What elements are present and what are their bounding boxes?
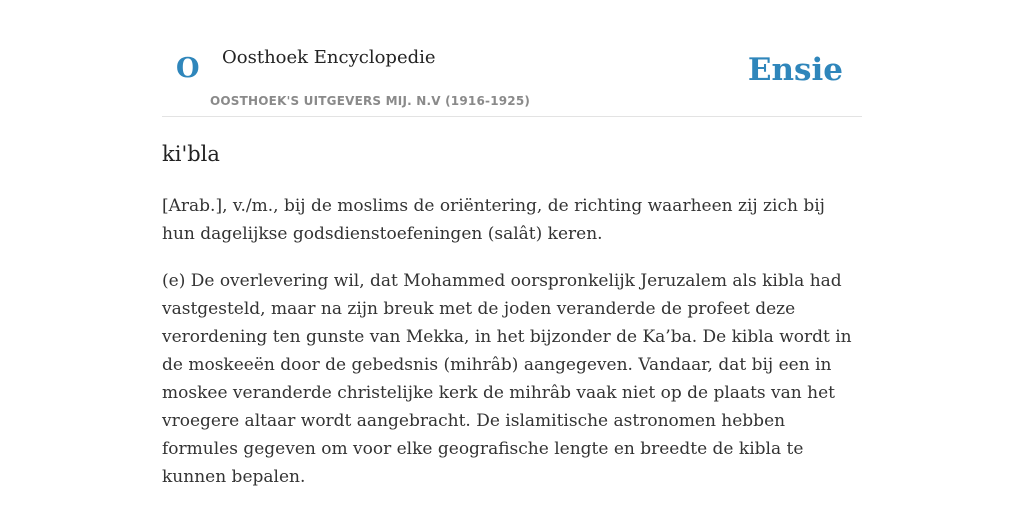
- brand-logo-link[interactable]: Ensie: [747, 52, 843, 88]
- site-title-link[interactable]: Oosthoek Encyclopedie: [222, 47, 436, 68]
- logo-icon[interactable]: O: [176, 53, 200, 84]
- publisher-label: OOSTHOEK'S UITGEVERS MIJ. N.V (1916-1925): [210, 94, 531, 108]
- entry-definition: [Arab.], v./m., bij de moslims de oriëntering, de richting waarheen zij zich bij hun dagelijkse godsdienstoefeningen (salât) keren.: [162, 196, 825, 244]
- page-container: [162, 0, 862, 487]
- entry-body: (e) De overlevering wil, dat Mohammed oorspronkelijk Jeruzalem als kibla had vastgesteld, maar na zijn breuk met de joden veranderde de profeet deze verordening ten gunste van Mekka, in het bijzonder de Ka’ba. De kibla wordt in de moskeeën door de gebedsnis (mihrâb) aangegeven. Vandaar, dat bij een in moskee veranderde christelijke kerk de mihrâb vaak niet op de plaats van het vroegere altaar wordt aangebracht. De islamitische astronomen hebben formules gegeven om voor elke geografische lengte en breedte de kibla te kunnen bepalen.: [162, 271, 852, 487]
- entry-headword: ki'bla: [162, 142, 220, 166]
- site-header: [162, 0, 862, 117]
